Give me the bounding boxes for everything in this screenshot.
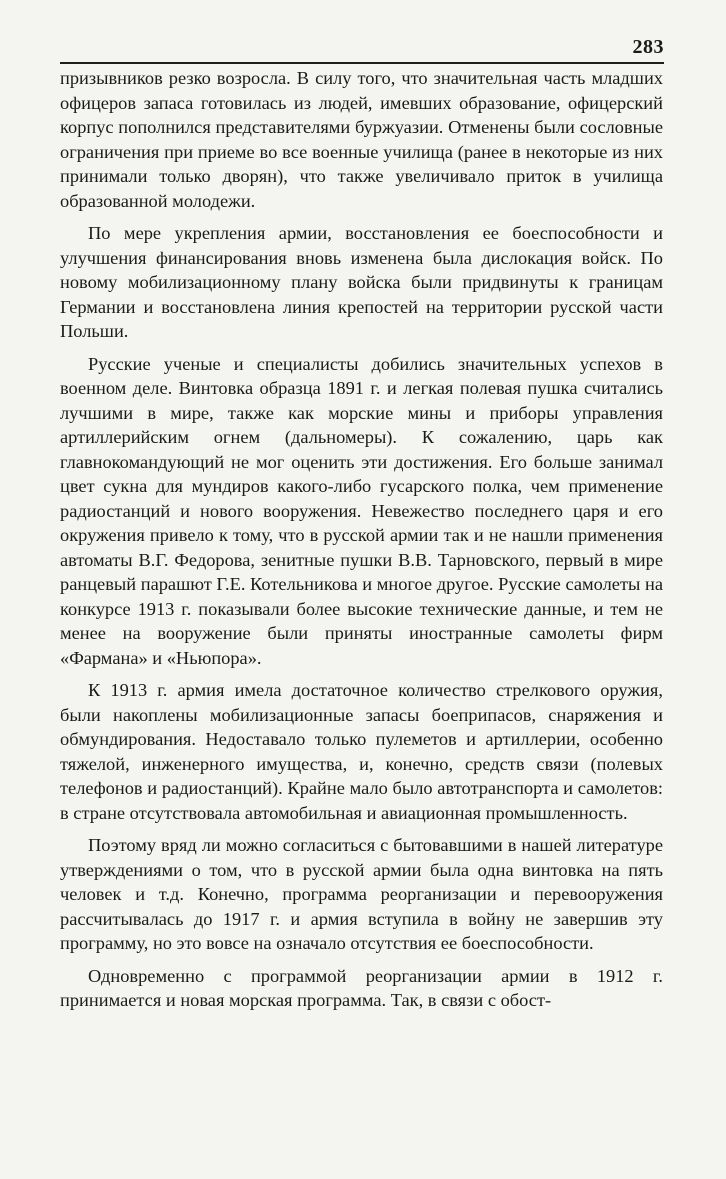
paragraph: Одновременно с программой реорганизации армии в 1912 г. принимается и новая морская программа. Так, в связи с обост- <box>60 965 663 1010</box>
header-rule <box>60 62 664 64</box>
paragraph: К 1913 г. армия имела достаточное количество стрелкового оружия, были накоплены мобилизационные запасы боеприпасов, снаряжения и обмундирования. Недоставало только пулеметов и артиллерии, особенно тяжелой, инженерного имущества, и, конечно, средств связи (полевых телефонов и радиостанций). Крайне мало было автотранспорта и самолетов: в стране отсутствовала автомобильная и авиационная промышленность. <box>60 680 663 823</box>
page-number: 283 <box>632 36 664 58</box>
paragraph: По мере укрепления армии, восстановления ее боеспособности и улучшения финансирования вновь изменена была дислокация войск. По новому мобилизационному плану войска были придвинуты к границам Германии и восстановлена линия крепостей на территории русской части Польши. <box>60 223 663 341</box>
paragraph: Поэтому вряд ли можно согласиться с бытовавшими в нашей литературе утверждениями о том, что в русской армии была одна винтовка на пять человек и т.д. Конечно, программа реорганизации и перевооружения рассчитывалась до 1917 г. и армия вступила в войну не завершив эту программу, но это вовсе на означало отсутствия ее боеспособности. <box>60 835 663 953</box>
paragraph: Русские ученые и специалисты добились значительных успехов в военном деле. Винтовка образца 1891 г. и легкая полевая пушка считались лучшими в мире, также как морские мины и приборы управления артиллерийским огнем (дальномеры). К сожалению, царь как главнокомандующий не мог оценить эти достижения. Его больше занимал цвет сукна для мундиров какого-либо гусарского полка, чем применение радиостанций и нового вооружения. Невежество последнего царя и его окружения привело к тому, что в русской армии так и не нашли применения автоматы В.Г. Федорова, зенитные пушки В.В. Тарновского, первый в мире ранцевый парашют Г.Е. Котельникова и многое другое. Русские самолеты на конкурсе 1913 г. показывали более высокие технические данные, и тем не менее на вооружение были приняты иностранные самолеты фирм «Фармана» и «Ньюпора». <box>60 353 663 668</box>
text-body <box>60 66 663 1021</box>
paragraph: призывников резко возросла. В силу того, что значительная часть младших офицеров запаса готовилась из людей, имевших образование, офицерский корпус пополнился представителями буржуазии. Отменены были сословные ограничения при приеме во все военные училища (ранее в некоторые из них принимали только дворян), что также увеличивало приток в училища образованной молодежи. <box>60 68 663 211</box>
